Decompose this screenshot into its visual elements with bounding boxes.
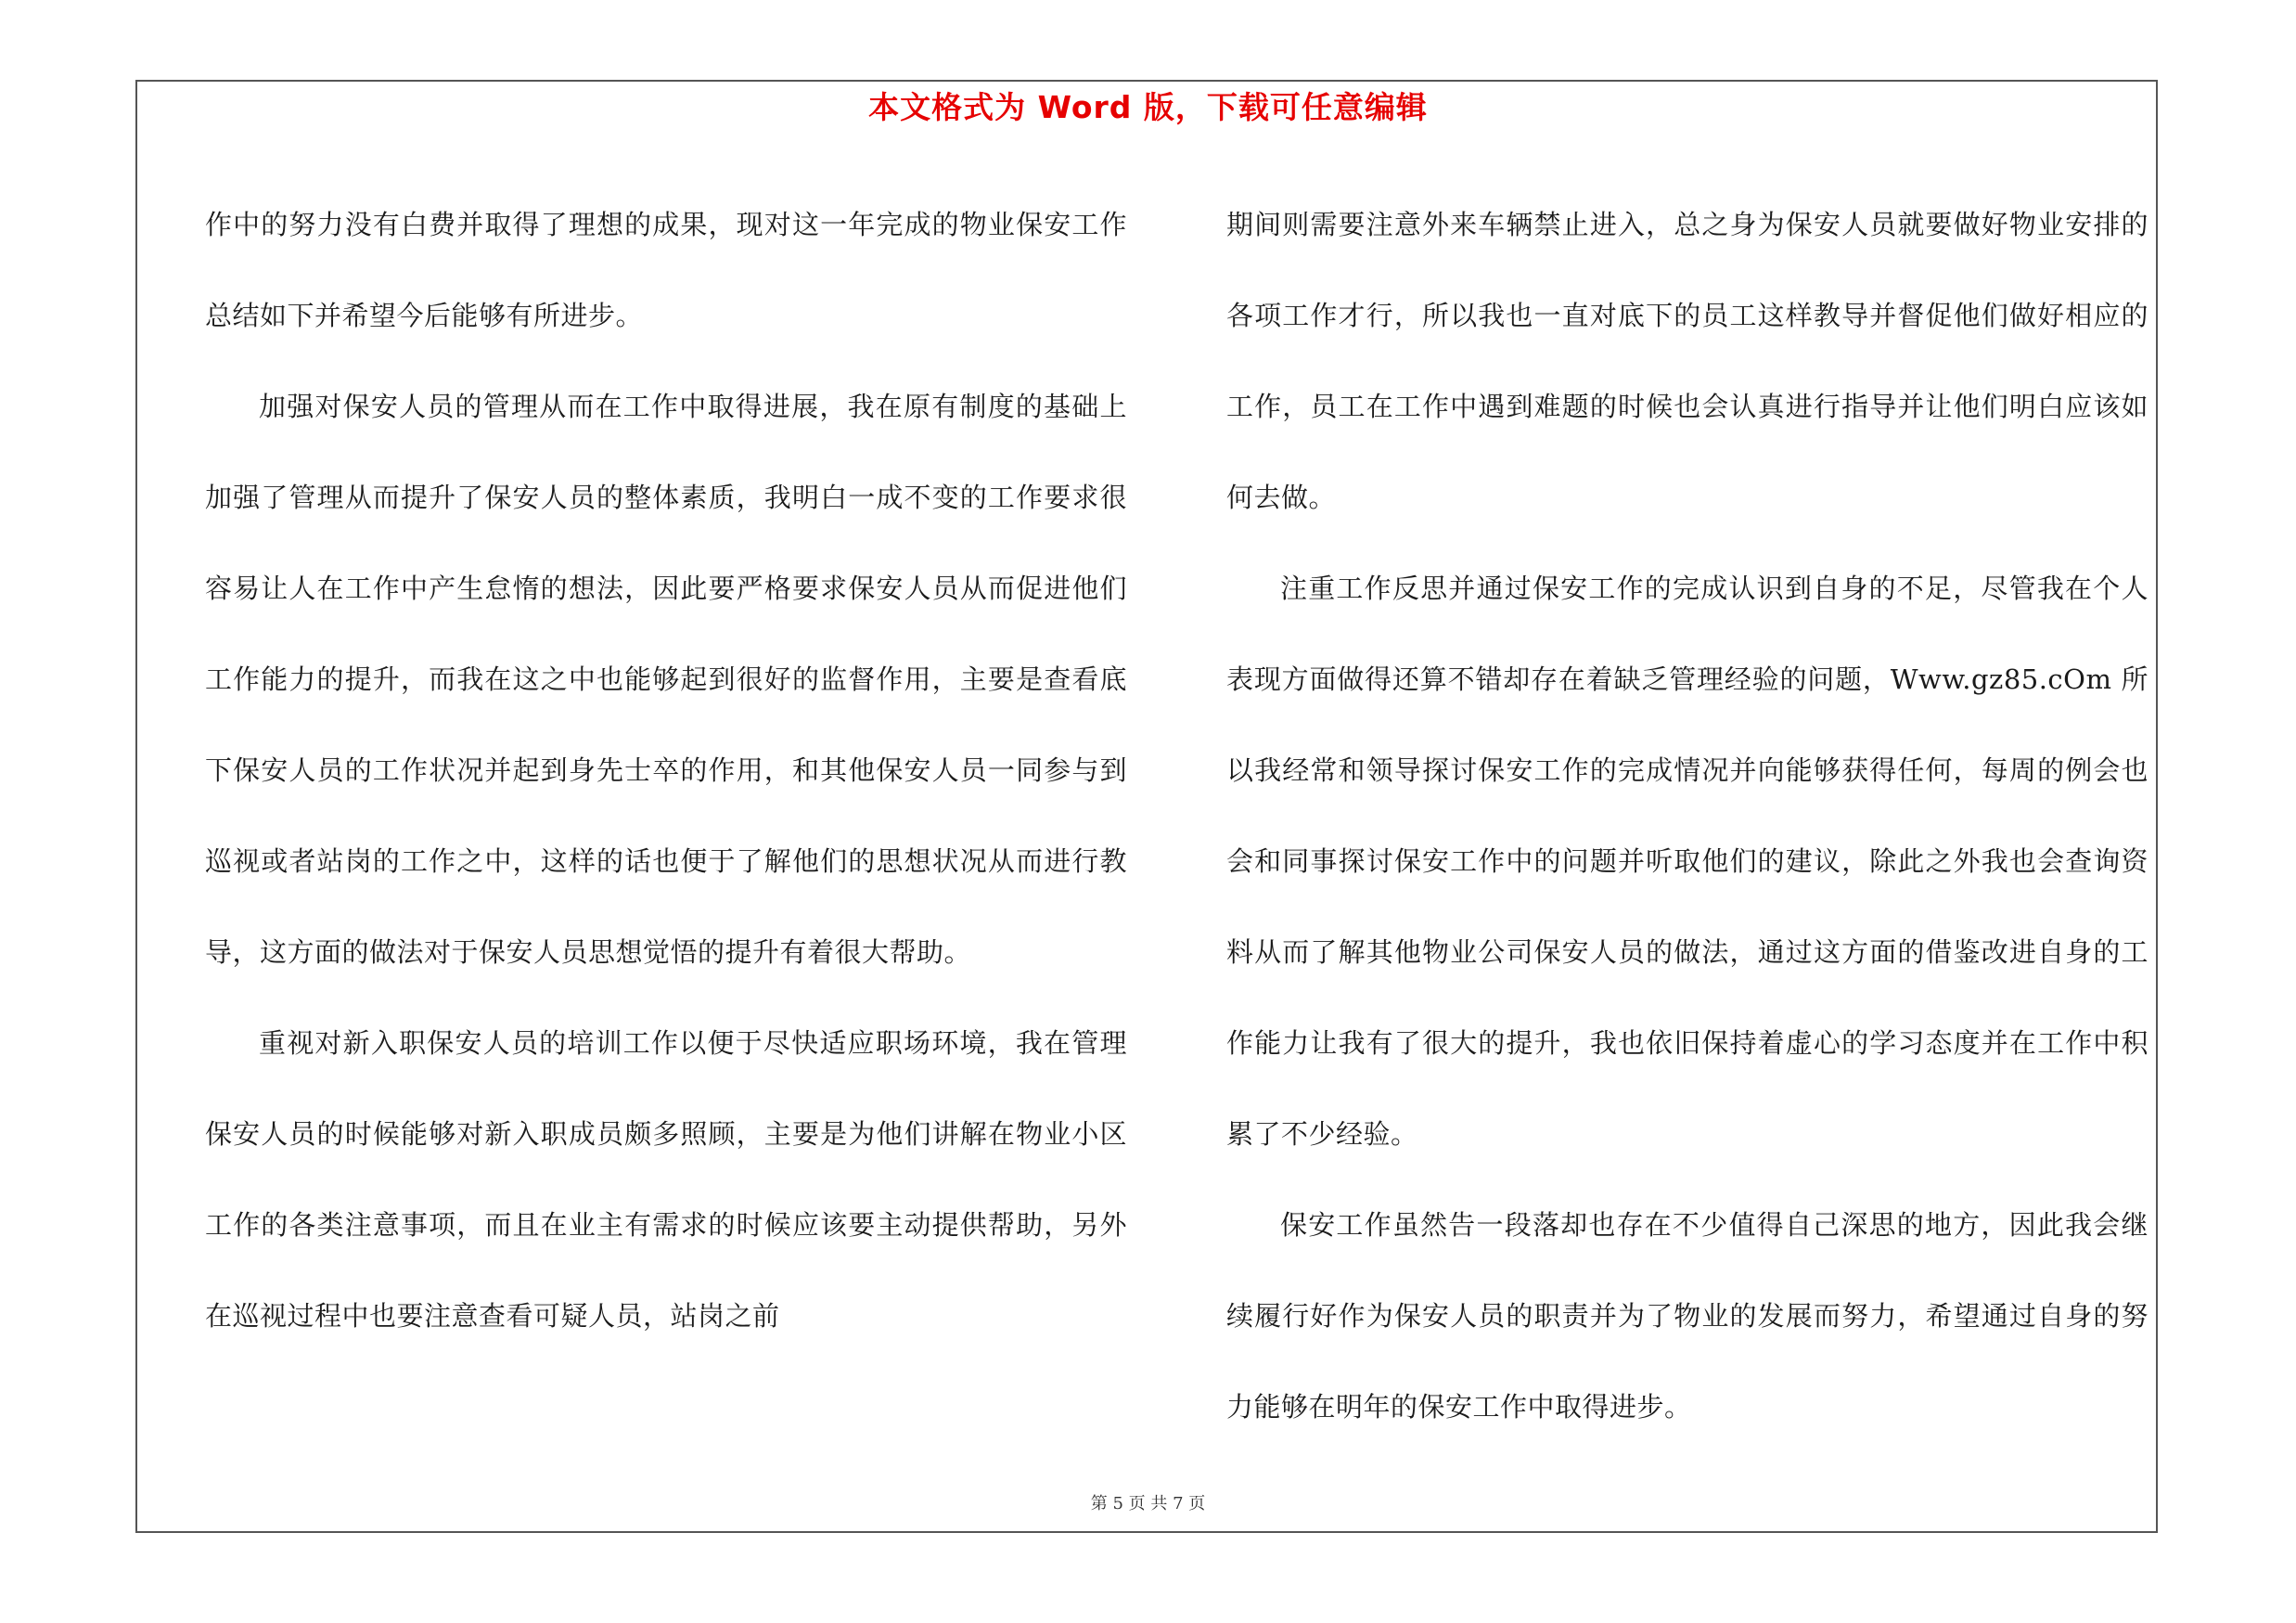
paragraph-left-2: 加强对保安人员的管理从而在工作中取得进展，我在原有制度的基础上加强了管理从而提升了保安人员的整体素质，我明白一成不变的工作要求很容易让人在工作中产生怠惰的想法，因此要严格要求保安人员从而促进他们工作能力的提升，而我在这之中也能够起到很好的监督作用，主要是查看底下保安人员的工作状况并起到身先士卒的作用，和其他保安人员一同参与到巡视或者站岗的工作之中，这样的话也便于了解他们的思想状况从而进行教导，这方面的做法对于保安人员思想觉悟的提升有着很大帮助。 (205, 391, 1127, 968)
paragraph-right-3: 保安工作虽然告一段落却也存在不少值得自己深思的地方，因此我会继续履行好作为保安人员的职责并为了物业的发展而努力，希望通过自身的努力能够在明年的保安工作中取得进步。 (1226, 1209, 2148, 1423)
format-notice-banner: 本文格式为 Word 版，下载可任意编辑 (868, 89, 1428, 125)
right-column (1226, 179, 2148, 1452)
page-number-footer: 第 5 页 共 7 页 (1090, 1494, 1206, 1514)
paragraph-right-1: 期间则需要注意外来车辆禁止进入，总之身为保安人员就要做好物业安排的各项工作才行，所以我也一直对底下的员工这样教导并督促他们做好相应的工作，员工在工作中遇到难题的时候也会认真进行指导并让他们明白应该如何去做。 (1226, 209, 2148, 513)
paragraph-right-2: 注重工作反思并通过保安工作的完成认识到自身的不足，尽管我在个人表现方面做得还算不错却存在着缺乏管理经验的问题，Www.gz85.cOm 所以我经常和领导探讨保安工作的完成情况并向能够获得任何，每周的例会也会和同事探讨保安工作中的问题并听取他们的建议，除此之外我也会查询资料从而了解其他物业公司保安人员的做法，通过这方面的借鉴改进自身的工作能力让我有了很大的提升，我也依旧保持着虚心的学习态度并在工作中积累了不少经验。 (1226, 573, 2148, 1150)
paragraph-left-3: 重视对新入职保安人员的培训工作以便于尽快适应职场环境，我在管理保安人员的时候能够对新入职成员颇多照顾，主要是为他们讲解在物业小区工作的各类注意事项，而且在业主有需求的时候应该要主动提供帮助，另外在巡视过程中也要注意查看可疑人员，站岗之前 (205, 1027, 1127, 1332)
left-column (205, 179, 1127, 1361)
paragraph-left-1: 作中的努力没有白费并取得了理想的成果，现对这一年完成的物业保安工作总结如下并希望今后能够有所进步。 (205, 209, 1127, 331)
